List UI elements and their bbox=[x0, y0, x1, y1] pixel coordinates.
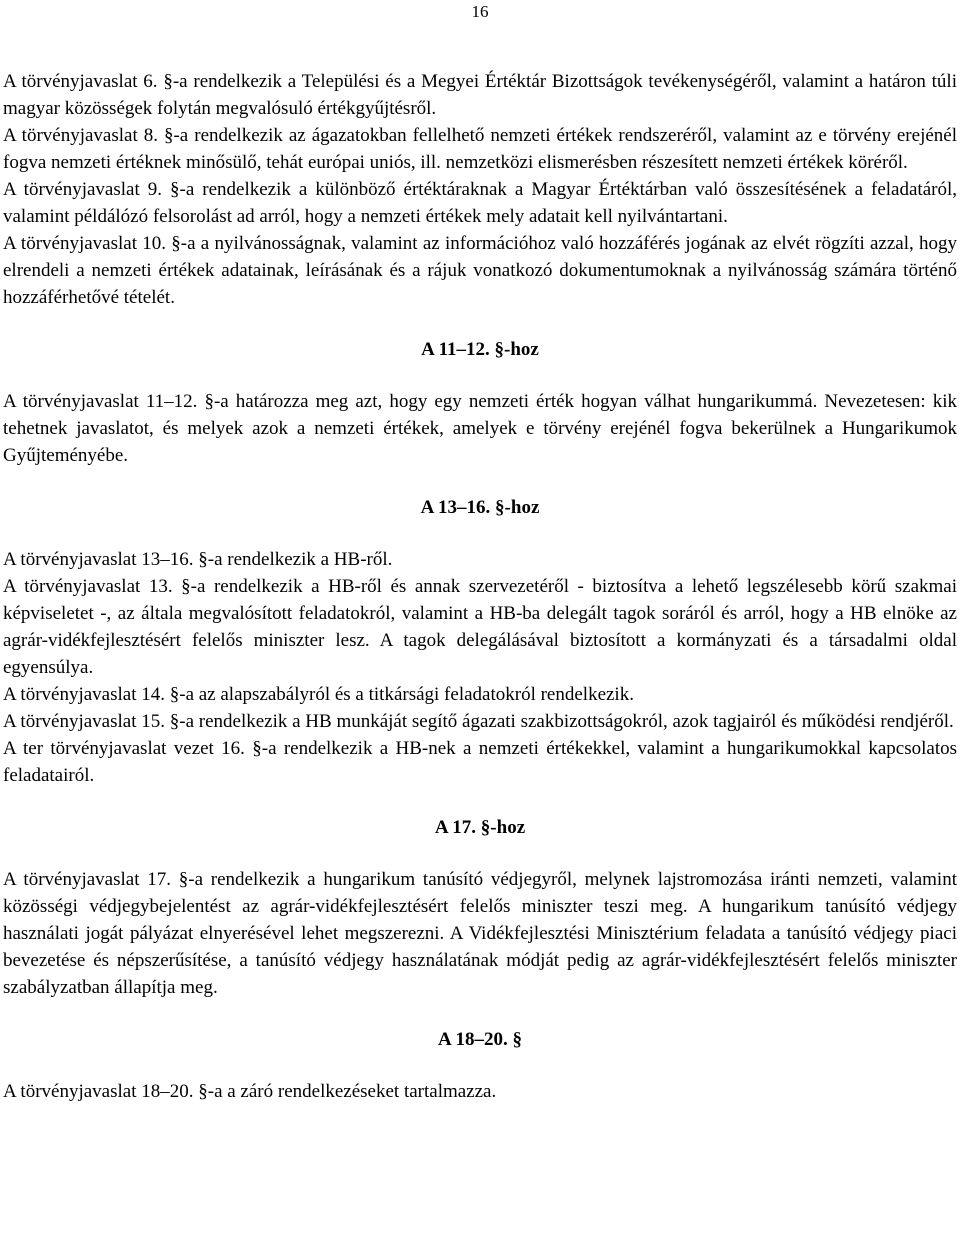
section-heading-18-20: A 18–20. § bbox=[438, 1029, 522, 1050]
section-heading-11-12: A 11–12. §-hoz bbox=[421, 339, 539, 360]
paragraph-14: A törvényjavaslat 14. §-a az alapszabályról és a titkársági feladatokról rendelkezik. bbox=[3, 684, 634, 705]
section-heading-17: A 17. §-hoz bbox=[434, 817, 526, 838]
paragraph-8: A törvényjavaslat 8. §-a rendelkezik az ágazatokban fellelhető nemzeti értékek rendszeréről, valamint az e törvény erejénél fogva nemzeti értéknek minősülő, tehát európai uniós, ill. nemzetközi elismerésben részesített nemzeti értékek köréről. bbox=[3, 125, 957, 173]
section-heading-13-16: A 13–16. §-hoz bbox=[420, 497, 540, 518]
paragraph-16: A ter törvényjavaslat vezet 16. §-a rendelkezik a HB-nek a nemzeti értékekkel, valamint a hungarikumokkal kapcsolatos feladatairól. bbox=[3, 738, 957, 786]
paragraph-10: A törvényjavaslat 10. §-a a nyilvánosságnak, valamint az információhoz való hozzáférés jogának az elvét rögzíti azzal, hogy elrendeli a nemzeti értékek adatainak, leírásának és a rájuk vonatkozó dokumentumoknak a nyilvánosság számára történő hozzáférhetővé tételét. bbox=[3, 233, 957, 308]
paragraph-18-20: A törvényjavaslat 18–20. §-a a záró rendelkezéseket tartalmazza. bbox=[3, 1081, 497, 1102]
document-body bbox=[3, 68, 957, 1105]
paragraph-13: A törvényjavaslat 13. §-a rendelkezik a HB-ről és annak szervezetéről - biztosítva a lehető legszélesebb körű szakmai képviseletet -, az általa megvalósított feladatokról, valamint a HB-ba delegált tagok soráról és arról, hogy a HB elnöke az agrár-vidékfejlesztésért felelős miniszter lesz. A tagok delegálásával biztosított a kormányzati és a társadalmi oldal egyensúlya. bbox=[3, 576, 957, 678]
page-number: 16 bbox=[471, 2, 489, 21]
paragraph-15: A törvényjavaslat 15. §-a rendelkezik a HB munkáját segítő ágazati szakbizottságokról, azok tagjairól és működési rendjéről. bbox=[3, 711, 954, 732]
paragraph-13-16: A törvényjavaslat 13–16. §-a rendelkezik a HB-ről. bbox=[3, 549, 393, 570]
paragraph-17: A törvényjavaslat 17. §-a rendelkezik a hungarikum tanúsító védjegyről, melynek lajstromozása iránti nemzeti, valamint közösségi védjegybejelentést az agrár-vidékfejlesztésért felelős miniszter teszi meg. A hungarikum tanúsító védjegy használati jogát pályázat elnyerésével lehet megszerezni. A Vidékfejlesztési Minisztérium feladata a tanúsító védjegy piaci bevezetése és népszerűsítése, a tanúsító védjegy használatának módját pedig az agrár-vidékfejlesztésért felelős miniszter szabályzatban állapítja meg. bbox=[3, 869, 957, 998]
paragraph-9: A törvényjavaslat 9. §-a rendelkezik a különböző értéktáraknak a Magyar Értéktárban való összesítésének a feladatáról, valamint példálózó felsorolást ad arról, hogy a nemzeti értékek mely adatait kell nyilvántartani. bbox=[3, 179, 957, 227]
paragraph-11-12: A törvényjavaslat 11–12. §-a határozza meg azt, hogy egy nemzeti érték hogyan válhat hungarikummá. Nevezetesen: kik tehetnek javaslatot, és melyek azok a nemzeti értékek, amelyek e törvény erejénél fogva bekerülnek a Hungarikumok Gyűjteményébe. bbox=[3, 391, 957, 466]
paragraph-6: A törvényjavaslat 6. §-a rendelkezik a Települési és a Megyei Értéktár Bizottságok tevékenységéről, valamint a határon túli magyar közösségek folytán megvalósuló értékgyűjtésről. bbox=[3, 71, 957, 119]
